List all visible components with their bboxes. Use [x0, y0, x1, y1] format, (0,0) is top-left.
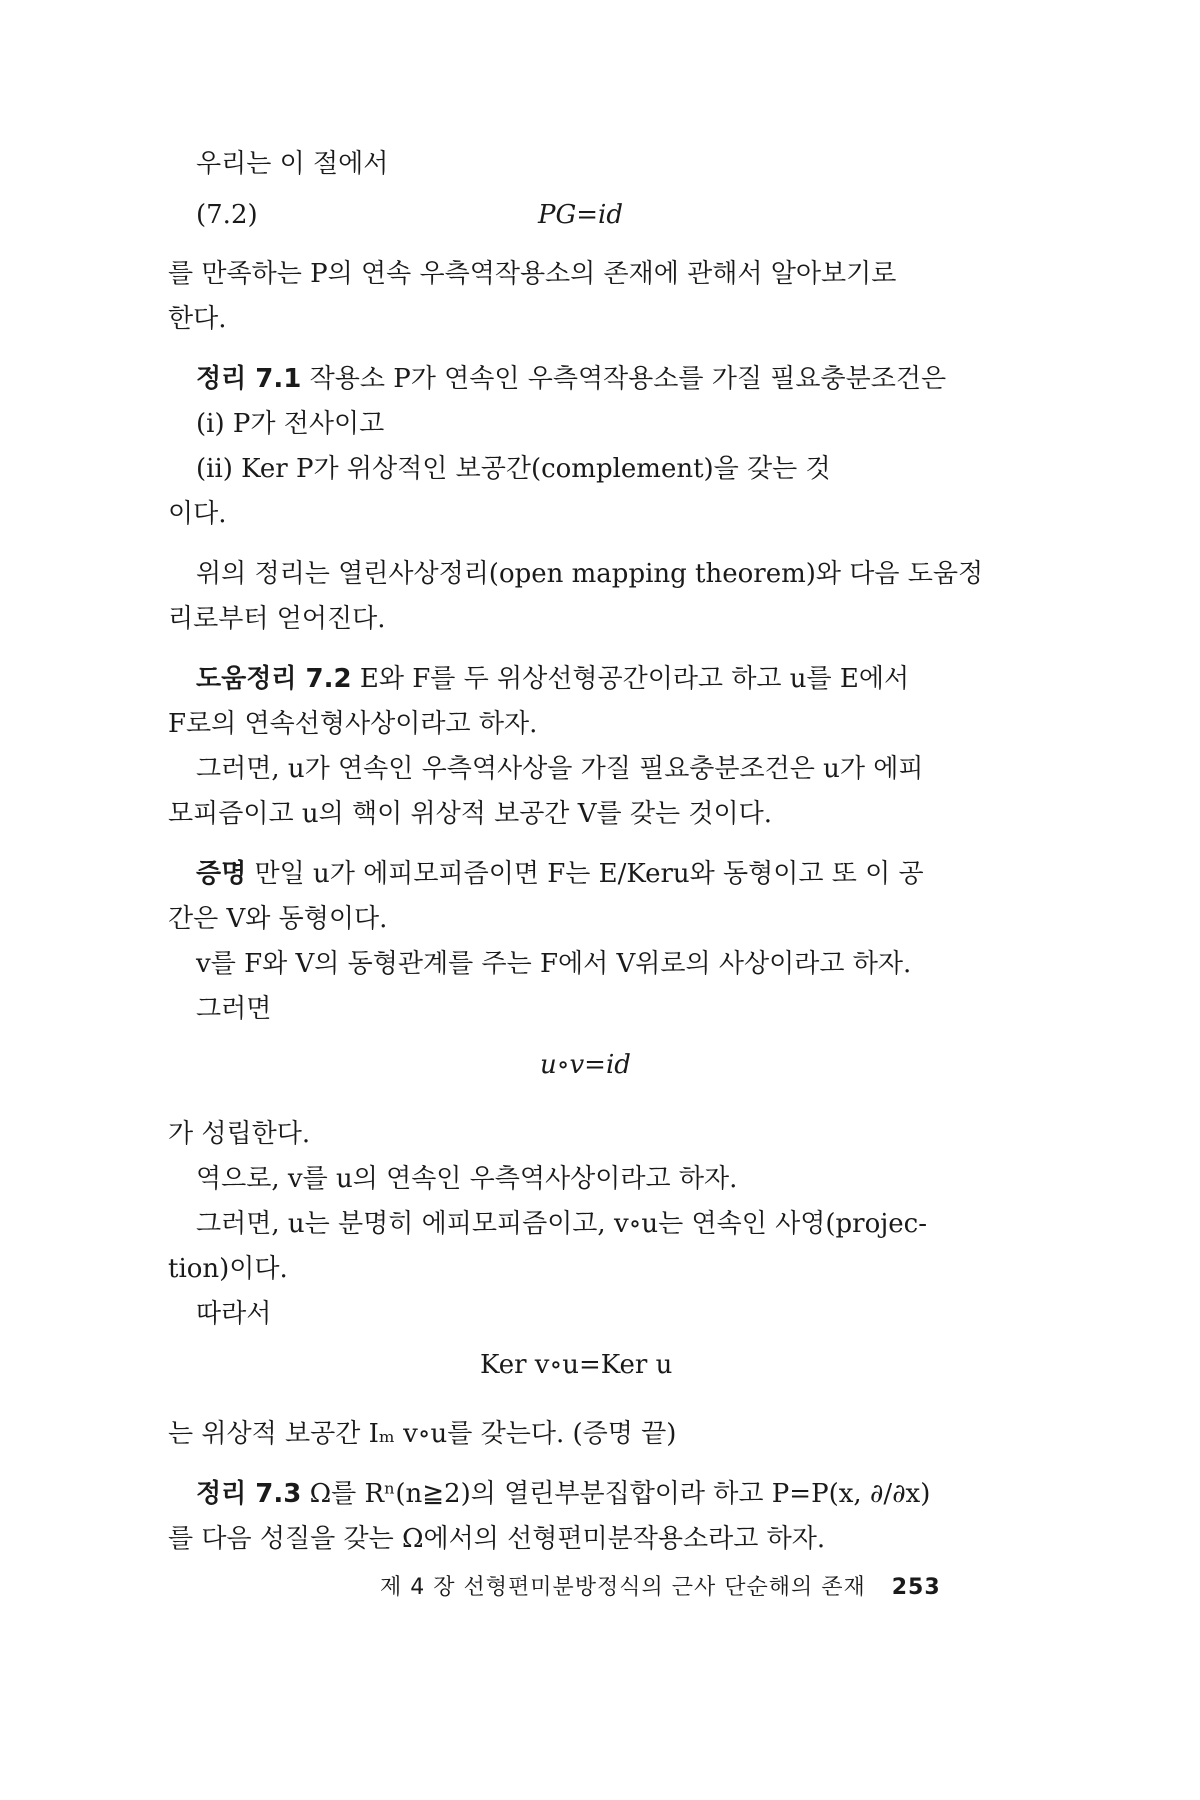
equation-number: (7.2) [196, 200, 258, 230]
lemma-7-2 [196, 655, 1018, 703]
paragraph-line: 그러면, u는 분명히 에피모피즘이고, v∘u는 연속인 사영(projec- [196, 1209, 928, 1239]
intro-line: 우리는 이 절에서 [196, 149, 389, 179]
paragraph-line: 따라서 [196, 1299, 272, 1329]
paragraph-line: 역으로, v를 u의 연속인 우측역사상이라고 하자. [196, 1164, 738, 1194]
paragraph-line: 가 성립한다. [168, 1119, 311, 1149]
paragraph-line: 이다. [168, 499, 227, 529]
proof-label: 증명 [196, 859, 247, 889]
paragraph-line: 그러면 [196, 994, 272, 1024]
paragraph-line: 를 만족하는 P의 연속 우측역작용소의 존재에 관해서 알아보기로 [168, 259, 897, 289]
chapter-title: 제 4 장 선형편미분방정식의 근사 단순해의 존재 [380, 1575, 866, 1600]
lemma-text: E와 F를 두 위상선형공간이라고 하고 u를 E에서 [359, 664, 910, 694]
equation-pg-id: PG=id [538, 200, 624, 230]
equation-kernel: Ker v∘u=Ker u [480, 1350, 673, 1380]
paragraph-line: v를 F와 V의 동형관계를 주는 F에서 V위로의 사상이라고 하자. [196, 949, 912, 979]
theorem-condition: (i) P가 전사이고 [196, 409, 385, 439]
equation-uv-id: u∘v=id [540, 1050, 631, 1080]
paragraph-line: 한다. [168, 304, 227, 334]
paragraph-line: 는 위상적 보공간 Iₘ v∘u를 갖는다. (증명 끝) [168, 1419, 677, 1449]
paragraph-line: 모피즘이고 u의 핵이 위상적 보공간 V를 갖는 것이다. [168, 799, 772, 829]
page-number: 253 [891, 1575, 941, 1600]
paragraph-line: 를 다음 성질을 갖는 Ω에서의 선형편미분작용소라고 하자. [168, 1524, 826, 1554]
theorem-text: 작용소 P가 연속인 우측역작용소를 가질 필요충분조건은 [309, 364, 947, 394]
theorem-label: 정리 7.3 [196, 1479, 302, 1509]
paragraph-line: tion)이다. [168, 1254, 288, 1284]
paragraph-line: 리로부터 얻어진다. [168, 604, 386, 634]
proof [196, 850, 1018, 898]
theorem-label: 정리 7.1 [196, 364, 302, 394]
paragraph-line: F로의 연속선형사상이라고 하자. [168, 709, 538, 739]
paragraph-line: 위의 정리는 열린사상정리(open mapping theorem)와 다음 도움정 [196, 559, 984, 589]
theorem-condition: (ii) Ker P가 위상적인 보공간(complement)을 갖는 것 [196, 454, 831, 484]
lemma-label: 도움정리 7.2 [196, 664, 352, 694]
paragraph-line: 간은 V와 동형이다. [168, 904, 388, 934]
theorem-text: Ω를 Rⁿ(n≧2)의 열린부분집합이라 하고 P=P(x, ∂/∂x) [309, 1479, 931, 1509]
theorem-7-1 [196, 355, 1018, 403]
proof-text: 만일 u가 에피모피즘이면 F는 E/Keru와 동형이고 또 이 공 [254, 859, 924, 889]
page-footer [380, 1570, 941, 1601]
theorem-7-3 [196, 1470, 1018, 1518]
paragraph-line: 그러면, u가 연속인 우측역사상을 가질 필요충분조건은 u가 에피 [196, 754, 924, 784]
